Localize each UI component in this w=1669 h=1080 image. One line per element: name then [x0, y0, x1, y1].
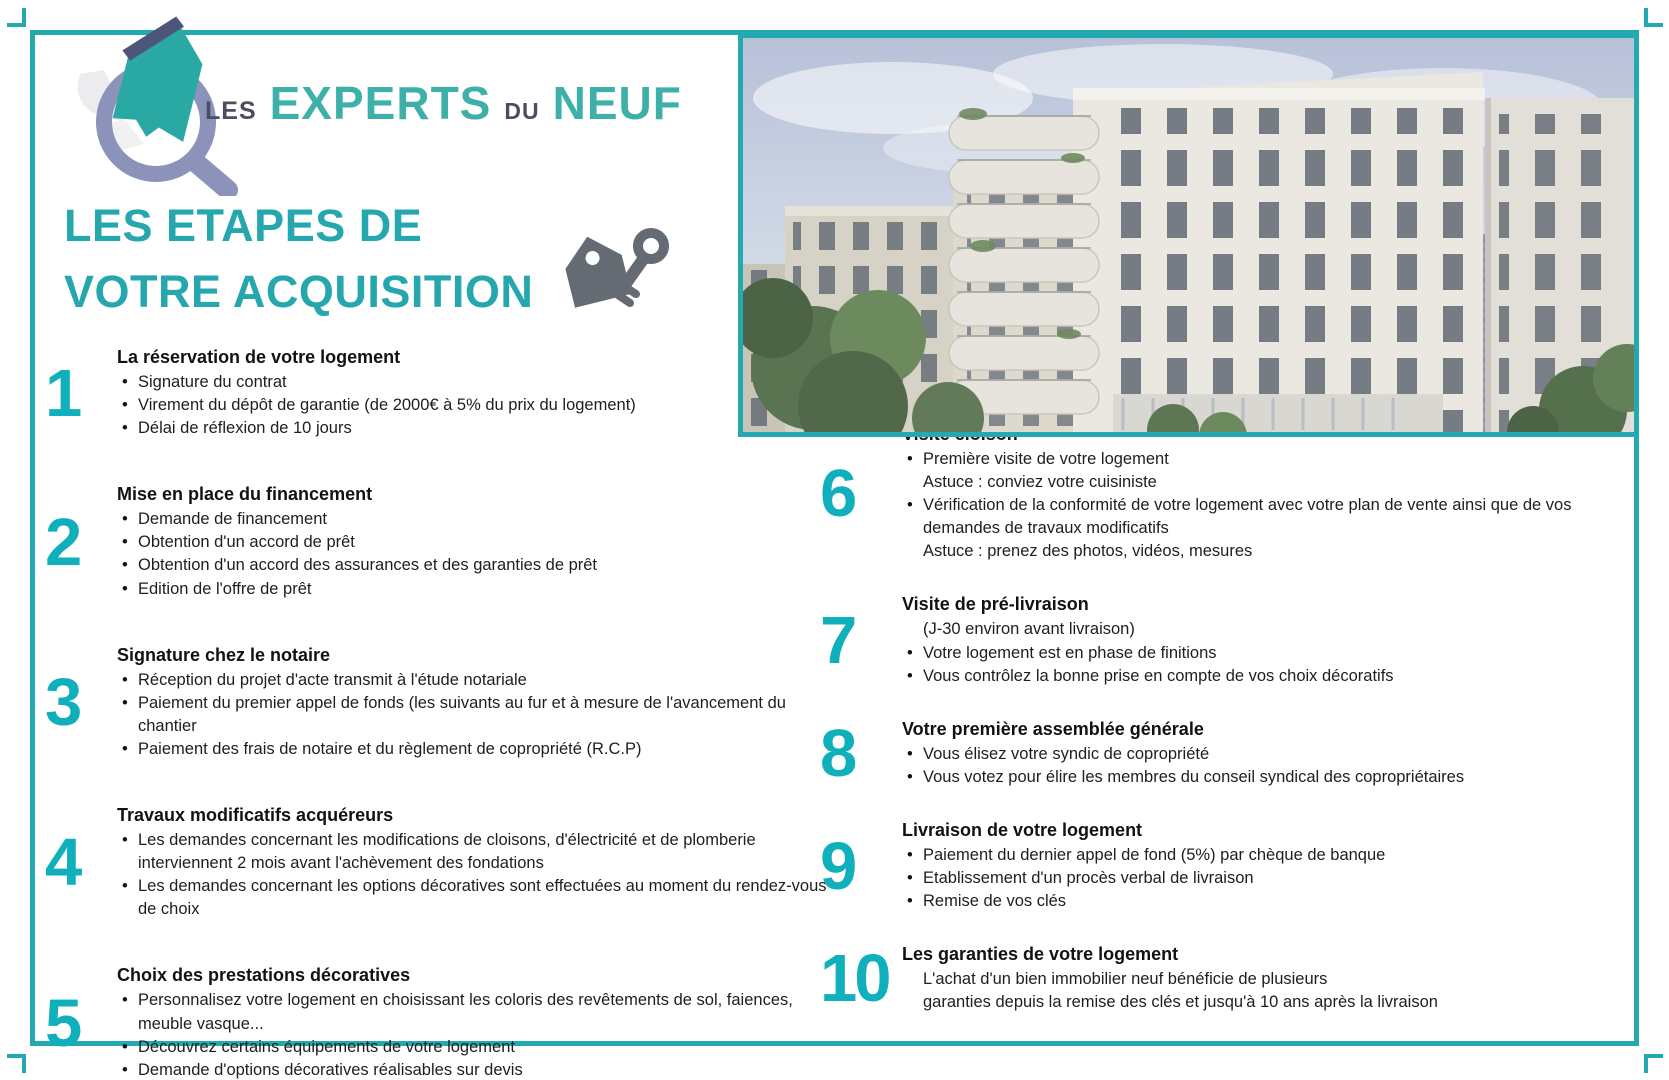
step-bullet-item: • Vérification de la conformité de votre logement avec votre plan de vente ainsi que de vos demandes de travaux modificatifs — [902, 494, 1634, 540]
step-bullet-item: • Demande de financement — [117, 508, 597, 531]
step-number: 8 — [820, 716, 855, 792]
step-items — [902, 448, 1634, 563]
step-bullet-item: • Délai de réflexion de 10 jours — [117, 417, 636, 440]
step-bullet-item: • Les demandes concernant les modifications de cloisons, d'électricité et de plomberie interviennent 2 mois avant l'achèvement des fondations — [117, 829, 845, 875]
step-block — [45, 965, 845, 1080]
step-block — [45, 347, 845, 440]
page-title-line2: VOTRE ACQUISITION — [64, 266, 534, 318]
step-bullet-item: • Obtention d'un accord de prêt — [117, 531, 597, 554]
step-bullet-item: • Paiement des frais de notaire et du règlement de copropriété (R.C.P) — [117, 738, 845, 761]
step-bullet-item: • Paiement du dernier appel de fond (5%) par chèque de banque — [902, 844, 1385, 867]
step-number: 9 — [820, 828, 855, 904]
step-bullet-item: • Votre logement est en phase de finitions — [902, 642, 1394, 665]
step-heading: Votre première assemblée générale — [902, 718, 1204, 739]
page-title — [64, 193, 533, 325]
corner-mark-top-left — [7, 8, 26, 27]
step-items — [902, 618, 1394, 687]
step-content — [902, 594, 1394, 687]
step-items — [902, 743, 1464, 789]
step-note-line: Astuce : conviez votre cuisiniste — [923, 473, 1157, 492]
steps-left — [45, 347, 845, 1080]
step-note-line: garanties depuis la remise des clés et jusqu'à 10 ans après la livraison — [923, 993, 1438, 1012]
step-bullet-item: • Personnalisez votre logement en choisissant les coloris des revêtements de sol, faiences, meuble vasque... — [117, 989, 845, 1035]
step-content — [117, 645, 845, 761]
step-note-line: Astuce : prenez des photos, vidéos, mesures — [923, 542, 1253, 561]
step-bullet-item: • Demande d'options décoratives réalisables sur devis — [117, 1059, 845, 1080]
step-number: 1 — [45, 355, 80, 431]
step-block — [45, 805, 845, 921]
step-bullet-item: • Paiement du premier appel de fonds (les suivants au fur et à mesure de l'avancement du chantier — [117, 692, 845, 738]
steps-right — [820, 424, 1634, 1045]
step-heading: La réservation de votre logement — [117, 347, 401, 367]
step-heading: Travaux modificatifs acquéreurs — [117, 805, 394, 826]
step-bullet-item: • Vous votez pour élire les membres du conseil syndical des copropriétaires — [902, 766, 1464, 789]
step-number: 4 — [45, 825, 80, 901]
step-bullet-item: • Réception du projet d'acte transmit à l'étude notariale — [117, 669, 845, 692]
logo-word-du: DU — [504, 98, 540, 124]
step-bullet-item: • Virement du dépôt de garantie (de 2000€ à 5% du prix du logement) — [117, 394, 636, 417]
step-bullet-item: • Signature du contrat — [117, 371, 636, 394]
step-number: 5 — [45, 985, 80, 1061]
step-content — [902, 820, 1385, 913]
step-items — [117, 669, 845, 761]
logo-word-les: LES — [205, 97, 257, 125]
step-number: 7 — [820, 603, 855, 679]
step-bullet-item: • Etablissement d'un procès verbal de livraison — [902, 867, 1385, 890]
step-number: 10 — [820, 941, 889, 1017]
step-items — [117, 508, 597, 600]
step-bullet-item: • Vous élisez votre syndic de copropriété — [902, 743, 1464, 766]
step-number: 2 — [45, 504, 80, 580]
keys-icon — [556, 218, 681, 313]
step-heading: Visite de pré-livraison — [902, 594, 1089, 615]
step-heading: Signature chez le notaire — [117, 644, 331, 665]
logo-wordmark — [205, 76, 682, 130]
step-items — [117, 371, 636, 440]
step-block — [45, 484, 845, 600]
step-heading: Les garanties de votre logement — [902, 944, 1179, 965]
step-content — [902, 424, 1634, 563]
step-heading: Livraison de votre logement — [902, 819, 1143, 840]
step-items — [117, 989, 845, 1080]
step-content — [117, 805, 845, 921]
step-items — [902, 844, 1385, 913]
step-number: 3 — [45, 665, 80, 741]
step-heading: Mise en place du financement — [117, 484, 373, 505]
step-bullet-item: • Edition de l'offre de prêt — [117, 578, 597, 601]
page-title-line1: LES ETAPES DE — [64, 200, 423, 251]
step-block — [820, 716, 1634, 792]
step-bullet-item: • Vous contrôlez la bonne prise en compte de vos choix décoratifs — [902, 665, 1394, 688]
step-heading: Choix des prestations décoratives — [117, 965, 411, 986]
step-items — [117, 829, 845, 921]
corner-mark-bottom-left — [7, 1054, 26, 1073]
step-content — [117, 965, 845, 1080]
step-bullet-item: • Découvrez certains équipements de votre logement — [117, 1036, 845, 1059]
step-content — [902, 944, 1438, 1014]
step-block — [45, 645, 845, 761]
step-bullet-item: • Première visite de votre logement — [902, 448, 1634, 471]
logo-word-neuf: NEUF — [552, 77, 682, 129]
step-block — [820, 820, 1634, 913]
step-content — [117, 347, 636, 440]
step-note-line: L'achat d'un bien immobilier neuf bénéficie de plusieurs — [923, 970, 1328, 989]
step-bullet-item: • Les demandes concernant les options décoratives sont effectuées au moment du rendez-vous de choix — [117, 875, 845, 921]
logo-word-experts: EXPERTS — [269, 77, 492, 129]
corner-mark-bottom-right — [1644, 1054, 1663, 1073]
step-block — [820, 424, 1634, 563]
step-items — [902, 968, 1438, 1014]
step-block — [820, 941, 1634, 1017]
step-content — [117, 484, 597, 600]
step-note-line: (J-30 environ avant livraison) — [923, 620, 1135, 639]
building-photo — [738, 33, 1639, 437]
step-number: 6 — [820, 455, 855, 531]
step-bullet-item: • Obtention d'un accord des assurances et des garanties de prêt — [117, 554, 597, 577]
corner-mark-top-right — [1644, 8, 1663, 27]
step-content — [902, 719, 1464, 789]
step-block — [820, 594, 1634, 687]
step-bullet-item: • Remise de vos clés — [902, 890, 1385, 913]
